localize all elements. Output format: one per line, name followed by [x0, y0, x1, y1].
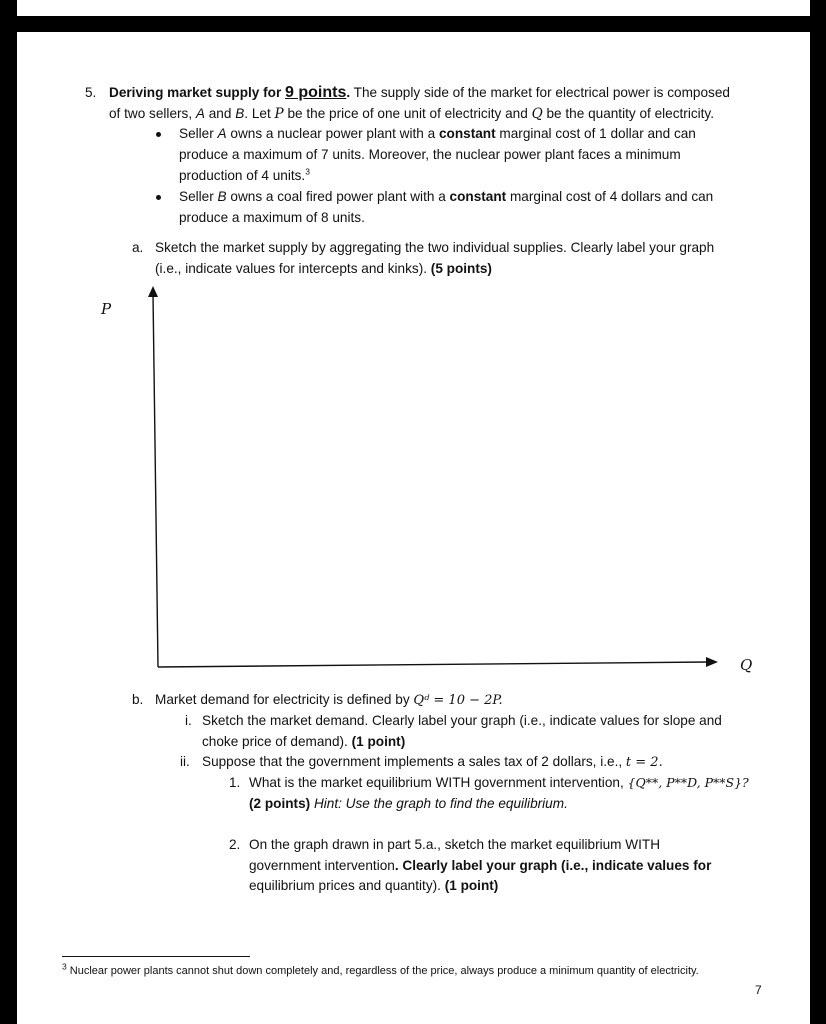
- part-a-line1: Sketch the market supply by aggregating the two individual supplies. Clearly label your graph: [155, 240, 715, 255]
- bullet2-pre: Seller: [179, 189, 214, 204]
- x-axis-line: [158, 662, 708, 667]
- part-b-line1: [155, 690, 503, 712]
- part-b-ii-text: Suppose that the government implements a sales tax of 2 dollars, i.e.,: [202, 754, 623, 769]
- equilibrium-set: {Q**, P**D, P**S}?: [627, 775, 749, 790]
- footnote-mark: 3: [62, 961, 67, 972]
- bullet1-bold: constant: [438, 126, 496, 141]
- y-axis-line: [153, 294, 158, 667]
- part-b-i-label: i.: [185, 713, 192, 728]
- q2-points: (1 point): [444, 878, 499, 893]
- bullet2-post: marginal cost of 4 dollars and can: [509, 189, 714, 204]
- part-a-label: a.: [132, 240, 144, 255]
- seller-b-name: B: [235, 106, 245, 121]
- q2-line1: On the graph drawn in part 5.a., sketch the market equilibrium WITH: [249, 837, 661, 852]
- bullet1-post: marginal cost of 1 dollar and can: [499, 126, 696, 141]
- page-number: 7: [755, 983, 762, 997]
- part-b-i-points: (1 point): [351, 734, 406, 749]
- part-b-i-line2: [202, 732, 405, 753]
- bullet1-line2: produce a maximum of 7 units. Moreover, the nuclear power plant faces a minimum: [179, 147, 681, 162]
- bullet1-line3: [179, 166, 310, 187]
- y-axis-label: P: [101, 300, 112, 318]
- footnote-ref: 3: [305, 166, 310, 177]
- part-b-ii-line1: [202, 752, 663, 774]
- q1-hint: Hint: Use the graph to find the equilibrium.: [313, 796, 568, 811]
- bullet1-line1: [179, 124, 696, 145]
- bullet2-line2: produce a maximum of 8 units.: [179, 210, 365, 225]
- bullet-icon: [156, 132, 161, 137]
- part-a-line2: [155, 259, 492, 280]
- q1-label: 1.: [229, 775, 241, 790]
- footnote: [62, 961, 699, 978]
- question-intro-line1: The supply side of the market for electrical power is composed: [353, 85, 730, 100]
- previous-page-edge: [17, 0, 810, 16]
- var-p: P: [274, 106, 284, 122]
- var-q: Q: [531, 106, 543, 122]
- bullet2-mid: owns a coal fired power plant with a: [230, 189, 446, 204]
- title-period: .: [346, 85, 351, 100]
- intro-text-3: be the quantity of electricity.: [546, 106, 714, 121]
- footnote-text: Nuclear power plants cannot shut down completely and, regardless of the price, always produce a minimum quantity of electricity.: [69, 965, 699, 977]
- bullet2-bold: constant: [449, 189, 507, 204]
- tax-equation: t = 2.: [625, 755, 663, 770]
- q2-text-2: . Clearly label your graph (i.e., indicate values for: [394, 858, 712, 873]
- document-page: [17, 32, 810, 1024]
- intro-and: and: [208, 106, 232, 121]
- q2-line2: [249, 856, 711, 877]
- question-points: 9 points: [285, 84, 347, 101]
- x-axis-arrow-icon: [706, 657, 718, 667]
- part-b-i-text: choke price of demand).: [202, 734, 348, 749]
- q2-text: government intervention: [249, 858, 395, 873]
- q2-line3: [249, 876, 498, 897]
- q1-line2: [249, 794, 568, 815]
- question-intro-line2: [109, 104, 714, 125]
- q1-line1: [249, 773, 749, 794]
- q2-text-3: equilibrium prices and quantity).: [249, 878, 441, 893]
- question-number: 5.: [85, 85, 97, 100]
- q2-label: 2.: [229, 837, 241, 852]
- bullet1-line3-text: production of 4 units.: [179, 168, 306, 183]
- part-a-points: (5 points): [430, 261, 492, 276]
- part-b-label: b.: [132, 692, 144, 707]
- bullet1-seller: A: [217, 126, 227, 141]
- intro-text: of two sellers,: [109, 106, 193, 121]
- bullet1-pre: Seller: [179, 126, 214, 141]
- q1-text: What is the market equilibrium WITH government intervention,: [249, 775, 624, 790]
- footnote-rule: [62, 956, 250, 957]
- part-a-line2-text: (i.e., indicate values for intercepts and kinks).: [155, 261, 428, 276]
- bullet2-line1: [179, 187, 713, 208]
- demand-equation: Qᵈ = 10 − 2P.: [413, 693, 503, 708]
- seller-a-name: A: [195, 106, 205, 121]
- bullet2-seller: B: [217, 189, 227, 204]
- intro-text-2: be the price of one unit of electricity and: [287, 106, 528, 121]
- y-axis-arrow-icon: [148, 286, 158, 297]
- q1-points: (2 points): [249, 796, 311, 811]
- intro-let: . Let: [244, 106, 271, 121]
- part-b-text: Market demand for electricity is defined by: [155, 692, 410, 707]
- part-b-ii-label: ii.: [180, 754, 190, 769]
- question-title: Deriving market supply for: [109, 85, 282, 100]
- x-axis-label: Q: [740, 656, 753, 674]
- part-b-i-line1: Sketch the market demand. Clearly label your graph (i.e., indicate values for slope and: [202, 713, 722, 728]
- blank-graph: [142, 282, 747, 672]
- question-heading: [109, 83, 730, 104]
- bullet-icon: [156, 195, 161, 200]
- bullet1-mid: owns a nuclear power plant with a: [230, 126, 436, 141]
